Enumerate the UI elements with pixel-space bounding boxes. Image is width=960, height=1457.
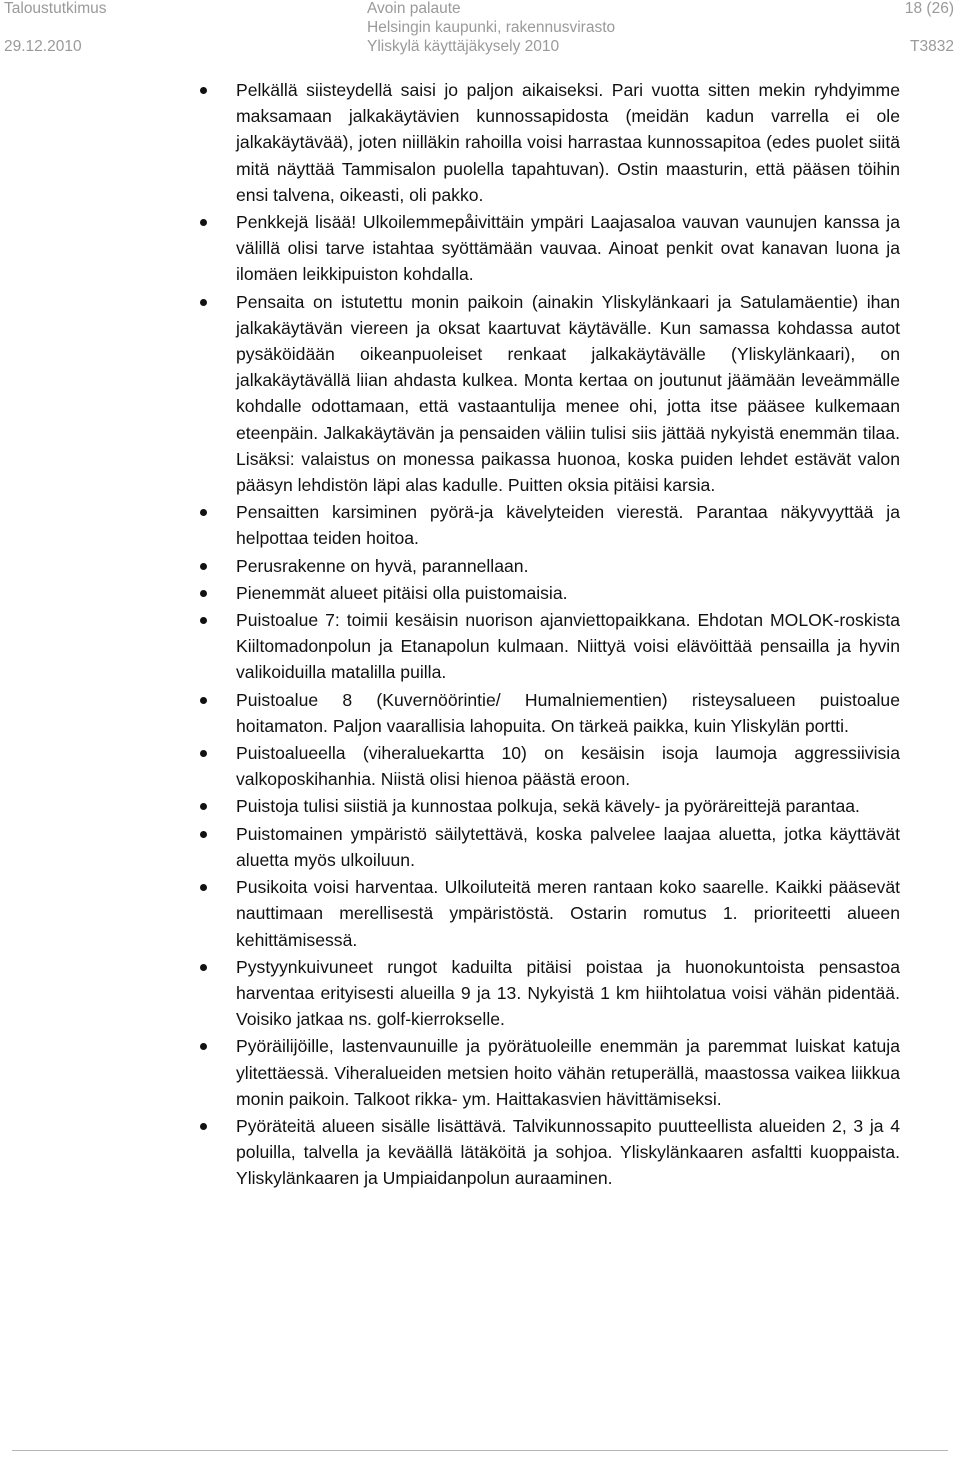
bullet-icon <box>200 590 207 597</box>
list-item <box>0 687 960 739</box>
list-item <box>0 499 960 551</box>
bullet-icon <box>200 803 207 810</box>
list-item-text: Perusrakenne on hyvä, parannellaan. <box>236 555 529 576</box>
list-item-text: Pystyynkuivuneet rungot kaduilta pitäisi poistaa ja huonokuntoista pensastoa harventaa erityisesti alueilla 9 ja 13. Nykyistä 1 km hiihtolatua voisi vähän pidentää. Voisiko jatkaa ns. golf-kierrokselle. <box>236 956 900 1030</box>
bullet-icon <box>200 1043 207 1050</box>
list-item-text: Pyöräilijöille, lastenvaunuille ja pyörätuoleille enemmän ja paremmat luiskat katuja ylitettäessä. Viheralueiden metsien hoito vähän retuperällä, maastossa vaikea liikkua monin paikoin. Talkoot rikka- ym. Haittakasvien hävittämiseksi. <box>236 1036 900 1109</box>
list-item <box>0 954 960 1033</box>
list-item-text: Pensaitten karsiminen pyörä-ja kävelyteiden vierestä. Parantaa näkyvyyttää ja helpottaa teiden hoitoa. <box>236 502 900 549</box>
list-item <box>0 793 960 819</box>
list-item-text: Puistoalue 8 (Kuvernöörintie/ Humalniementien) risteysalueen puistoalue hoitamaton. Paljon vaarallisia lahopuita. On tärkeä paikka, kuin Yliskylän portti. <box>236 689 900 736</box>
feedback-list <box>0 77 960 1192</box>
list-item-text: Puistoja tulisi siistiä ja kunnostaa polkuja, sekä kävely- ja pyöräreittejä parantaa. <box>236 796 860 817</box>
bullet-icon <box>200 884 207 891</box>
list-item-text: Pyöräteitä alueen sisälle lisättävä. Talvikunnossapito puutteellista alueiden 2, 3 ja 4 poluilla, talvella ja keväällä lätäköitä ja sohjoa. Yliskylänkaaren asfaltti kuoppaista. Yliskylänkaaren ja Umpiaidanpolun auraaminen. <box>236 1115 900 1189</box>
list-item-text: Pensaita on istutettu monin paikoin (ainakin Yliskylänkaari ja Satulamäentie) ihan jalkakäytävän viereen ja oksat kaartuvat käytävälle. Kun samassa kohdassa autot pysäköidään oikeanpuoleiset renkaat jalkakäytävälle (Yliskylänkaari), on jalkakäytävällä liian ahdasta kulkea. Monta kertaa on joutunut jäämään leveämmälle kohdalle odottamaan, että vastaantulija menee ohi, jotta itse pääsee kulkemaan eteenpäin. Jalkakäytävän ja pensaiden väliin tulisi siis jättää nykyistä enemmän tilaa. Lisäksi: valaistus on monessa paikassa huonoa, koska puiden lehdet estävät valon pääsyn lehdistön läpi alas kadulle. Puitten oksia pitäisi karsia. <box>236 291 900 496</box>
bullet-icon <box>200 750 207 757</box>
footer-divider <box>12 1450 948 1451</box>
list-item <box>0 77 960 208</box>
list-item <box>0 553 960 579</box>
list-item-text: Penkkejä lisää! Ulkoilemmepåivittäin ympäri Laajasaloa vauvan vaunujen kanssa ja välillä olisi tarve istahtaa syöttämään vauvaa. Ainoat penkit ovat kanavan luona ja ilomäen leikkipuiston kohdalla. <box>236 212 900 285</box>
header-report-code: T3832 <box>910 38 954 55</box>
bullet-icon <box>200 617 207 624</box>
list-item <box>0 740 960 792</box>
header-survey: Yliskylä käyttäjäkysely 2010 <box>367 38 560 55</box>
header-title: Avoin palaute <box>367 0 461 17</box>
list-item-text: Puistoalue 7: toimii kesäisin nuorison ajanviettopaikkana. Ehdotan MOLOK-roskista Kiiltomadonpolun ja Etanapolun kulmaan. Niittyä voisi elävöittää pensailla ja hyvin valikoiduilla matalilla puilla. <box>236 610 900 683</box>
header-client: Helsingin kaupunki, rakennusvirasto <box>367 19 616 36</box>
document-body <box>0 77 960 1193</box>
list-item <box>0 580 960 606</box>
bullet-icon <box>200 697 207 704</box>
list-item-text: Pienemmät alueet pitäisi olla puistomaisia. <box>236 582 568 603</box>
bullet-icon <box>200 831 207 838</box>
list-item-text: Pusikoita voisi harventaa. Ulkoiluteitä meren rantaan koko saarelle. Kaikki pääsevät nauttimaan merellisestä ympäristöstä. Ostarin romutus 1. prioriteetti alueen kehittämisessä. <box>236 877 900 950</box>
list-item <box>0 1113 960 1192</box>
list-item-text: Puistomainen ympäristö säilytettävä, koska palvelee laajaa aluetta, jotka käyttävät aluetta myös ulkoiluun. <box>236 823 900 870</box>
header-page-number: 18 (26) <box>904 0 954 17</box>
list-item <box>0 1033 960 1112</box>
list-item-text: Pelkällä siisteydellä saisi jo paljon aikaiseksi. Pari vuotta sitten mekin ryhdyimme maksamaan jalkakäytävien kunnossapidosta (meidän kadun varrella ei ole jalkakäytävää), joten niilläkin rahoilla voisi harrastaa kunnossapitoa (edes puolet siitä mitä näyttää Tammisalon puolella tapahtuvan). Ostin maasturin, että pääsen töihin ensi talvena, oikeasti, oli pakko. <box>236 80 900 205</box>
bullet-icon <box>200 1123 207 1130</box>
bullet-icon <box>200 87 207 94</box>
list-item <box>0 607 960 686</box>
list-item <box>0 874 960 953</box>
list-item <box>0 209 960 288</box>
header-company: Taloustutkimus <box>4 0 107 17</box>
bullet-icon <box>200 509 207 516</box>
list-item <box>0 289 960 499</box>
bullet-icon <box>200 219 207 226</box>
bullet-icon <box>200 964 207 971</box>
list-item <box>0 821 960 873</box>
header-date: 29.12.2010 <box>4 38 82 55</box>
bullet-icon <box>200 299 207 306</box>
list-item-text: Puistoalueella (viheraluekartta 10) on kesäisin isoja laumoja aggressiivisia valkoposkihanhia. Niistä olisi hienoa päästä eroon. <box>236 743 900 790</box>
page-header <box>0 0 960 58</box>
bullet-icon <box>200 563 207 570</box>
